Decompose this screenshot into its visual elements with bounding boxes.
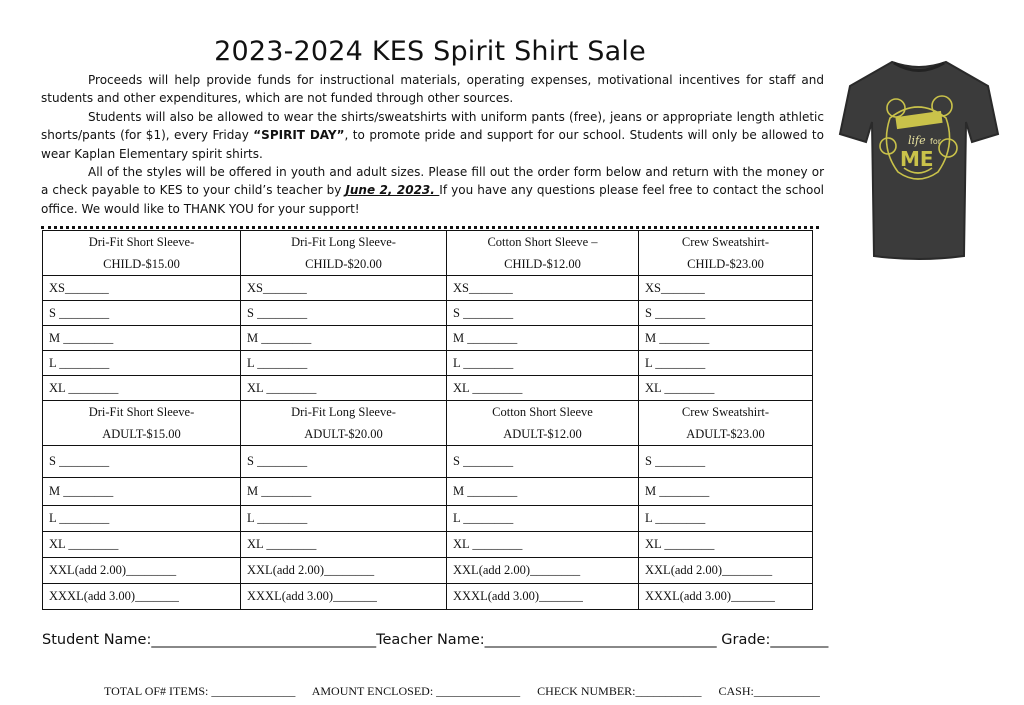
size-entry-field[interactable]: S ________	[43, 446, 241, 478]
size-entry-field[interactable]: XL ________	[447, 532, 639, 558]
table-row	[43, 506, 813, 532]
size-entry-field[interactable]: S ________	[43, 301, 241, 326]
tshirt-icon	[838, 56, 1000, 262]
child-header-cell	[241, 231, 447, 276]
style-name: Cotton Short Sleeve	[492, 405, 593, 419]
page-title: 2023-2024 KES Spirit Shirt Sale	[214, 36, 646, 67]
style-price: ADULT-$15.00	[102, 427, 181, 441]
adult-header-cell	[639, 401, 813, 446]
style-name: Dri-Fit Short Sleeve-	[88, 235, 195, 249]
size-entry-field[interactable]: S ________	[447, 301, 639, 326]
style-name: Crew Sweatshirt-	[681, 235, 770, 249]
table-row	[43, 301, 813, 326]
intro-paragraph-1: Proceeds will help provide funds for instructional materials, operating expenses, motivational incentives for staff and students and other expenditures, which are not funded through other sources.	[41, 73, 824, 106]
size-entry-field[interactable]: XL ________	[639, 532, 813, 558]
tshirt-graphic	[838, 56, 1000, 262]
size-entry-field[interactable]: L ________	[241, 506, 447, 532]
size-entry-field[interactable]: L ________	[43, 351, 241, 376]
style-name: Crew Sweatshirt-	[681, 405, 770, 419]
shirt-word-3: ME	[900, 147, 934, 171]
size-entry-field[interactable]: L ________	[447, 506, 639, 532]
table-row	[43, 276, 813, 301]
style-name: Dri-Fit Long Sleeve-	[291, 235, 396, 249]
grade-field[interactable]: Grade:________	[721, 632, 829, 648]
size-entry-field[interactable]: L ________	[639, 351, 813, 376]
size-entry-field[interactable]: S ________	[447, 446, 639, 478]
spirit-day-label: “SPIRIT DAY”	[253, 128, 345, 143]
size-entry-field[interactable]: S ________	[639, 301, 813, 326]
adult-header-row	[43, 401, 813, 446]
size-entry-field[interactable]: XS_______	[447, 276, 639, 301]
child-header-cell	[447, 231, 639, 276]
size-entry-field[interactable]: M ________	[447, 478, 639, 506]
style-price: CHILD-$23.00	[687, 257, 764, 271]
size-entry-field[interactable]: S ________	[639, 446, 813, 478]
size-entry-field[interactable]: M ________	[43, 478, 241, 506]
size-entry-field[interactable]: XXXL(add 3.00)_______	[241, 584, 447, 610]
total-items-field[interactable]: TOTAL OF# ITEMS: ______________	[104, 684, 296, 698]
size-entry-field[interactable]: XXXL(add 3.00)_______	[43, 584, 241, 610]
adult-header-cell	[43, 401, 241, 446]
table-row	[43, 584, 813, 610]
size-entry-field[interactable]: XL ________	[43, 376, 241, 401]
size-entry-field[interactable]: XXXL(add 3.00)_______	[447, 584, 639, 610]
style-price: CHILD-$20.00	[305, 257, 382, 271]
size-entry-field[interactable]: XXL(add 2.00)________	[639, 558, 813, 584]
child-header-cell	[43, 231, 241, 276]
intro-paragraph-3	[41, 163, 824, 218]
intro-p3-text-end: If you have any questions please feel free to contact the school office. We would like to THANK YOU for your support!	[41, 183, 824, 216]
intro-p3-text: All of the styles will be offered in youth and adult sizes. Please fill out the order form below and return with the money or a check payable to KES to your child’s teacher by	[41, 165, 824, 198]
size-entry-field[interactable]: M ________	[241, 478, 447, 506]
table-row	[43, 532, 813, 558]
size-entry-field[interactable]: S ________	[241, 301, 447, 326]
teacher-name-field[interactable]: Teacher Name:________________________________	[376, 632, 717, 648]
size-entry-field[interactable]: S ________	[241, 446, 447, 478]
deadline-date: June 2, 2023.	[345, 183, 440, 198]
size-entry-field[interactable]: XS_______	[639, 276, 813, 301]
intro-text	[41, 71, 824, 218]
size-entry-field[interactable]: L ________	[639, 506, 813, 532]
amount-enclosed-field[interactable]: AMOUNT ENCLOSED: ______________	[311, 684, 521, 698]
student-info-line	[42, 632, 982, 648]
table-row	[43, 326, 813, 351]
size-entry-field[interactable]: M ________	[639, 326, 813, 351]
size-entry-field[interactable]: XXXL(add 3.00)_______	[639, 584, 813, 610]
size-entry-field[interactable]: XL ________	[241, 532, 447, 558]
order-form-table	[42, 230, 813, 610]
size-entry-field[interactable]: XL ________	[43, 532, 241, 558]
size-entry-field[interactable]: L ________	[241, 351, 447, 376]
cash-field[interactable]: CASH:___________	[718, 684, 820, 698]
style-price: ADULT-$12.00	[503, 427, 582, 441]
size-entry-field[interactable]: XS_______	[241, 276, 447, 301]
table-row	[43, 478, 813, 506]
child-header-cell	[639, 231, 813, 276]
size-entry-field[interactable]: M ________	[639, 478, 813, 506]
shirt-word-2: for	[930, 137, 941, 146]
table-row	[43, 446, 813, 478]
size-entry-field[interactable]: XS_______	[43, 276, 241, 301]
intro-paragraph-2	[41, 108, 824, 163]
size-entry-field[interactable]: XL ________	[241, 376, 447, 401]
size-entry-field[interactable]: L ________	[43, 506, 241, 532]
size-entry-field[interactable]: XXL(add 2.00)________	[241, 558, 447, 584]
style-name: Dri-Fit Long Sleeve-	[291, 405, 396, 419]
size-entry-field[interactable]: M ________	[241, 326, 447, 351]
adult-header-cell	[241, 401, 447, 446]
size-entry-field[interactable]: XXL(add 2.00)________	[43, 558, 241, 584]
table-row	[43, 351, 813, 376]
size-entry-field[interactable]: M ________	[447, 326, 639, 351]
size-entry-field[interactable]: XL ________	[447, 376, 639, 401]
payment-totals-line	[104, 684, 1004, 699]
size-entry-field[interactable]: XL ________	[639, 376, 813, 401]
dotted-divider	[41, 226, 819, 229]
size-entry-field[interactable]: M ________	[43, 326, 241, 351]
style-price: CHILD-$12.00	[504, 257, 581, 271]
style-price: ADULT-$23.00	[686, 427, 765, 441]
style-name: Cotton Short Sleeve –	[487, 235, 598, 249]
size-entry-field[interactable]: XXL(add 2.00)________	[447, 558, 639, 584]
check-number-field[interactable]: CHECK NUMBER:___________	[537, 684, 702, 698]
child-header-row	[43, 231, 813, 276]
size-entry-field[interactable]: L ________	[447, 351, 639, 376]
intro-p2-text: Students will also be allowed to wear the shirts/sweatshirts with uniform pants (free), jeans or appropriate length athletic shorts/pants (for $1), every Friday	[41, 109, 824, 143]
table-row	[43, 376, 813, 401]
style-price: ADULT-$20.00	[304, 427, 383, 441]
style-name: Dri-Fit Short Sleeve-	[88, 405, 195, 419]
student-name-field[interactable]: Student Name:_______________________________	[42, 632, 377, 648]
table-row	[43, 558, 813, 584]
style-price: CHILD-$15.00	[103, 257, 180, 271]
intro-p2-text-end: , to promote pride and support for our school. Students will only be allowed to wear Kaplan Elementary spirit shirts.	[41, 128, 824, 161]
shirt-word-1: life	[908, 134, 926, 147]
adult-header-cell	[447, 401, 639, 446]
